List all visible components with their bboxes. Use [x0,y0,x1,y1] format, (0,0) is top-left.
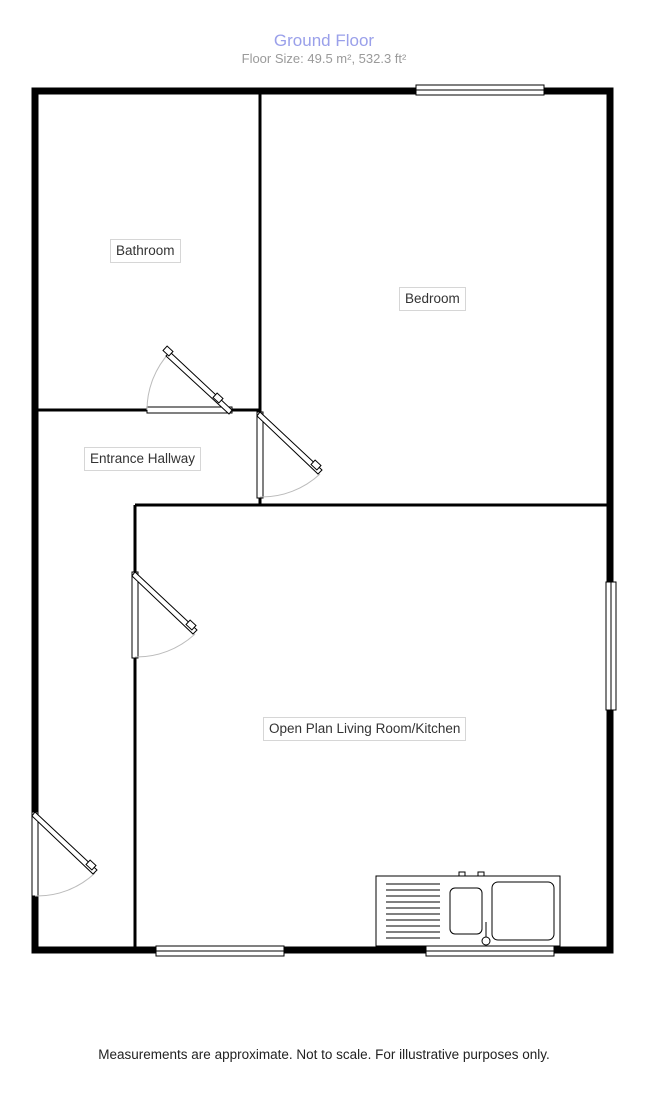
window-living-bottom-left [156,946,284,956]
disclaimer: Measurements are approximate. Not to scale. For illustrative purposes only. [98,1047,550,1062]
room-label-hallway: Entrance Hallway [84,447,201,471]
plug [482,937,490,945]
windows [156,85,616,956]
room-label-living: Open Plan Living Room/Kitchen [263,717,466,741]
window-bedroom-top [416,85,544,95]
window-living-right [606,582,616,710]
door-living [132,572,197,658]
room-label-bathroom: Bathroom [110,239,181,263]
window-living-bottom-right [426,946,554,956]
kitchen-sink-unit [376,872,560,946]
doors [32,346,322,896]
door-entrance [32,812,97,896]
outer-wall [35,91,610,950]
door-bedroom [257,412,322,498]
room-label-bedroom: Bedroom [399,287,466,311]
interior-walls [35,91,610,950]
floor-size: Floor Size: 49.5 m², 532.3 ft² [241,51,407,66]
door-bathroom [147,346,232,414]
floor-title: Ground Floor [273,31,375,50]
